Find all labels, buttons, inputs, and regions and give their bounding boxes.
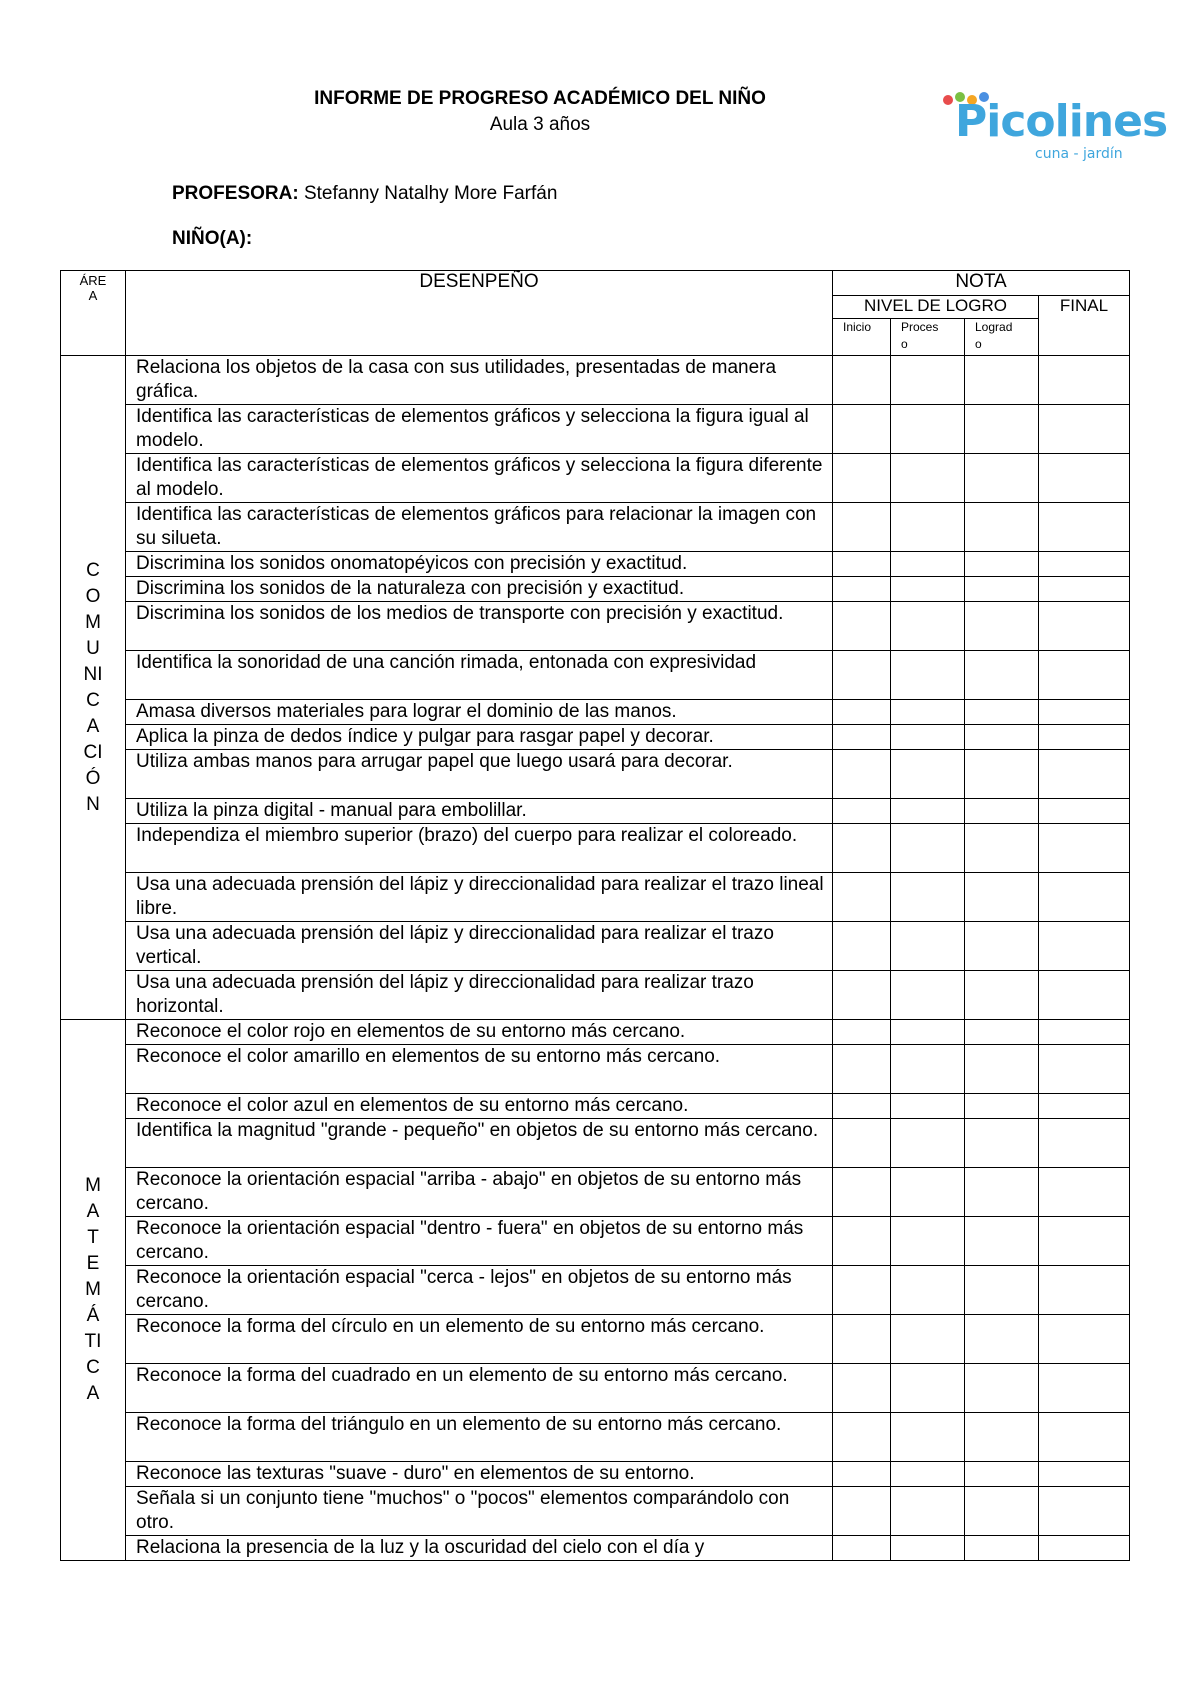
performance-description: Reconoce la orientación espacial "cerca - lejos" en objetos de su entorno más cercano. xyxy=(126,1266,833,1315)
table-row xyxy=(61,552,1130,577)
grade-logrado-cell[interactable] xyxy=(965,1413,1039,1462)
grade-final-cell[interactable] xyxy=(1039,552,1130,577)
logo-brand-text: Picolines xyxy=(955,96,1168,147)
performance-description: Usa una adecuada prensión del lápiz y direccionalidad para realizar el trazo vertical. xyxy=(126,922,833,971)
grade-final-cell[interactable] xyxy=(1039,356,1130,405)
final-header: FINAL xyxy=(1039,296,1130,356)
table-row xyxy=(61,454,1130,503)
performance-description: Identifica las características de elementos gráficos y selecciona la figura diferente al modelo. xyxy=(126,454,833,503)
grade-final-cell[interactable] xyxy=(1039,1364,1130,1413)
grade-final-cell[interactable] xyxy=(1039,1119,1130,1168)
grade-logrado-cell[interactable] xyxy=(965,824,1039,873)
report-title: INFORME DE PROGRESO ACADÉMICO DEL NIÑO xyxy=(314,88,766,109)
performance-description: Reconoce la forma del triángulo en un elemento de su entorno más cercano. xyxy=(126,1413,833,1462)
grade-proceso-cell[interactable] xyxy=(891,725,965,750)
grade-final-cell[interactable] xyxy=(1039,1168,1130,1217)
grade-inicio-cell[interactable] xyxy=(833,750,891,799)
performance-description: Aplica la pinza de dedos índice y pulgar para rasgar papel y decorar. xyxy=(126,725,833,750)
grade-inicio-cell[interactable] xyxy=(833,922,891,971)
grade-logrado-cell[interactable] xyxy=(965,552,1039,577)
grade-proceso-cell[interactable] xyxy=(891,1266,965,1315)
grade-proceso-cell[interactable] xyxy=(891,503,965,552)
area-label-0: COMUNICACIÓN xyxy=(61,356,126,1020)
grade-proceso-cell[interactable] xyxy=(891,356,965,405)
grade-final-cell[interactable] xyxy=(1039,971,1130,1020)
progress-table xyxy=(60,270,1130,1561)
performance-description: Usa una adecuada prensión del lápiz y direccionalidad para realizar trazo horizontal. xyxy=(126,971,833,1020)
grade-inicio-cell[interactable] xyxy=(833,552,891,577)
grade-logrado-cell[interactable] xyxy=(965,1364,1039,1413)
nivel-de-logro-header: NIVEL DE LOGRO xyxy=(833,296,1039,319)
grade-final-cell[interactable] xyxy=(1039,1536,1130,1561)
teacher-line xyxy=(172,183,557,205)
grade-inicio-cell[interactable] xyxy=(833,1217,891,1266)
grade-logrado-cell[interactable] xyxy=(965,1119,1039,1168)
grade-logrado-cell[interactable] xyxy=(965,1266,1039,1315)
grade-inicio-cell[interactable] xyxy=(833,1487,891,1536)
grade-inicio-cell[interactable] xyxy=(833,651,891,700)
grade-inicio-cell[interactable] xyxy=(833,1315,891,1364)
table-row xyxy=(61,1217,1130,1266)
grade-proceso-cell[interactable] xyxy=(891,1045,965,1094)
grade-proceso-cell[interactable] xyxy=(891,971,965,1020)
grade-logrado-cell[interactable] xyxy=(965,1487,1039,1536)
grade-inicio-cell[interactable] xyxy=(833,356,891,405)
grade-proceso-cell[interactable] xyxy=(891,577,965,602)
table-row xyxy=(61,1168,1130,1217)
grade-logrado-cell[interactable] xyxy=(965,1168,1039,1217)
grade-final-cell[interactable] xyxy=(1039,1020,1130,1045)
grade-final-cell[interactable] xyxy=(1039,1045,1130,1094)
performance-description: Identifica las características de elementos gráficos y selecciona la figura igual al modelo. xyxy=(126,405,833,454)
table-row xyxy=(61,1413,1130,1462)
table-row xyxy=(61,651,1130,700)
grade-logrado-cell[interactable] xyxy=(965,1536,1039,1561)
performance-description: Reconoce el color amarillo en elementos de su entorno más cercano. xyxy=(126,1045,833,1094)
table-row xyxy=(61,602,1130,651)
table-row xyxy=(61,1364,1130,1413)
grade-proceso-cell[interactable] xyxy=(891,1487,965,1536)
table-row xyxy=(61,1119,1130,1168)
performance-description: Reconoce la orientación espacial "dentro - fuera" en objetos de su entorno más cercano. xyxy=(126,1217,833,1266)
grade-logrado-cell[interactable] xyxy=(965,799,1039,824)
performance-description: Usa una adecuada prensión del lápiz y direccionalidad para realizar el trazo lineal libre. xyxy=(126,873,833,922)
area-column-header xyxy=(61,271,126,356)
grade-proceso-cell[interactable] xyxy=(891,873,965,922)
level-header-inicio xyxy=(833,319,891,356)
grade-inicio-cell[interactable] xyxy=(833,1168,891,1217)
grade-final-cell[interactable] xyxy=(1039,1315,1130,1364)
grade-final-cell[interactable] xyxy=(1039,922,1130,971)
performance-description: Reconoce la orientación espacial "arriba - abajo" en objetos de su entorno más cercano. xyxy=(126,1168,833,1217)
performance-description: Reconoce la forma del círculo en un elemento de su entorno más cercano. xyxy=(126,1315,833,1364)
teacher-label: PROFESORA: xyxy=(172,183,299,204)
grade-proceso-cell[interactable] xyxy=(891,799,965,824)
grade-final-cell[interactable] xyxy=(1039,1487,1130,1536)
grade-final-cell[interactable] xyxy=(1039,405,1130,454)
grade-logrado-cell[interactable] xyxy=(965,750,1039,799)
grade-final-cell[interactable] xyxy=(1039,1217,1130,1266)
table-row xyxy=(61,503,1130,552)
level-header-proceso xyxy=(891,319,965,356)
table-row xyxy=(61,700,1130,725)
grade-final-cell[interactable] xyxy=(1039,873,1130,922)
performance-description: Relaciona los objetos de la casa con sus utilidades, presentadas de manera gráfica. xyxy=(126,356,833,405)
grade-proceso-cell[interactable] xyxy=(891,552,965,577)
performance-description: Utiliza la pinza digital - manual para embolillar. xyxy=(126,799,833,824)
performance-description: Discrimina los sonidos onomatopéyicos con precisión y exactitud. xyxy=(126,552,833,577)
area-label-1: MATEMÁTICA xyxy=(61,1020,126,1561)
performance-description: Relaciona la presencia de la luz y la oscuridad del cielo con el día y xyxy=(126,1536,833,1561)
grade-final-cell[interactable] xyxy=(1039,700,1130,725)
grade-proceso-cell[interactable] xyxy=(891,1119,965,1168)
grade-logrado-cell[interactable] xyxy=(965,1462,1039,1487)
nota-header: NOTA xyxy=(833,271,1130,296)
grade-final-cell[interactable] xyxy=(1039,651,1130,700)
grade-proceso-cell[interactable] xyxy=(891,1413,965,1462)
grade-proceso-cell[interactable] xyxy=(891,602,965,651)
table-row xyxy=(61,1020,1130,1045)
logo-subtitle: cuna - jardín xyxy=(1035,146,1123,162)
performance-description: Amasa diversos materiales para lograr el dominio de las manos. xyxy=(126,700,833,725)
grade-proceso-cell[interactable] xyxy=(891,1020,965,1045)
grade-proceso-cell[interactable] xyxy=(891,1168,965,1217)
grade-inicio-cell[interactable] xyxy=(833,824,891,873)
teacher-name: Stefanny Natalhy More Farfán xyxy=(303,183,558,204)
grade-proceso-cell[interactable] xyxy=(891,700,965,725)
child-line xyxy=(172,228,252,250)
grade-proceso-cell[interactable] xyxy=(891,750,965,799)
performance-description: Discrimina los sonidos de la naturaleza con precisión y exactitud. xyxy=(126,577,833,602)
grade-final-cell[interactable] xyxy=(1039,1094,1130,1119)
area-header-text: ÁREA xyxy=(79,273,107,303)
performance-description: Reconoce la forma del cuadrado en un elemento de su entorno más cercano. xyxy=(126,1364,833,1413)
performance-description: Señala si un conjunto tiene "muchos" o "pocos" elementos comparándolo con otro. xyxy=(126,1487,833,1536)
grade-logrado-cell[interactable] xyxy=(965,971,1039,1020)
grade-logrado-cell[interactable] xyxy=(965,602,1039,651)
grade-inicio-cell[interactable] xyxy=(833,971,891,1020)
table-row xyxy=(61,971,1130,1020)
grade-logrado-cell[interactable] xyxy=(965,1020,1039,1045)
grade-logrado-cell[interactable] xyxy=(965,725,1039,750)
grade-inicio-cell[interactable] xyxy=(833,577,891,602)
grade-proceso-cell[interactable] xyxy=(891,1217,965,1266)
table-row xyxy=(61,1094,1130,1119)
grade-final-cell[interactable] xyxy=(1039,1413,1130,1462)
table-row xyxy=(61,1315,1130,1364)
grade-inicio-cell[interactable] xyxy=(833,799,891,824)
grade-inicio-cell[interactable] xyxy=(833,1364,891,1413)
grade-logrado-cell[interactable] xyxy=(965,405,1039,454)
grade-inicio-cell[interactable] xyxy=(833,1094,891,1119)
grade-inicio-cell[interactable] xyxy=(833,1020,891,1045)
grade-final-cell[interactable] xyxy=(1039,577,1130,602)
grade-proceso-cell[interactable] xyxy=(891,1536,965,1561)
grade-proceso-cell[interactable] xyxy=(891,922,965,971)
grade-final-cell[interactable] xyxy=(1039,799,1130,824)
grade-final-cell[interactable] xyxy=(1039,750,1130,799)
grade-inicio-cell[interactable] xyxy=(833,700,891,725)
level-label: Proceso xyxy=(901,320,939,351)
grade-inicio-cell[interactable] xyxy=(833,1119,891,1168)
performance-description: Identifica las características de elementos gráficos para relacionar la imagen con su silueta. xyxy=(126,503,833,552)
grade-inicio-cell[interactable] xyxy=(833,602,891,651)
table-row xyxy=(61,1536,1130,1561)
table-row xyxy=(61,405,1130,454)
performance-description: Reconoce el color rojo en elementos de su entorno más cercano. xyxy=(126,1020,833,1045)
grade-inicio-cell[interactable] xyxy=(833,405,891,454)
grade-logrado-cell[interactable] xyxy=(965,651,1039,700)
level-label: Inicio xyxy=(843,320,872,334)
performance-description: Reconoce el color azul en elementos de su entorno más cercano. xyxy=(126,1094,833,1119)
grade-logrado-cell[interactable] xyxy=(965,873,1039,922)
grade-proceso-cell[interactable] xyxy=(891,1315,965,1364)
grade-logrado-cell[interactable] xyxy=(965,1315,1039,1364)
grade-inicio-cell[interactable] xyxy=(833,873,891,922)
grade-proceso-cell[interactable] xyxy=(891,824,965,873)
grade-inicio-cell[interactable] xyxy=(833,454,891,503)
grade-logrado-cell[interactable] xyxy=(965,577,1039,602)
grade-final-cell[interactable] xyxy=(1039,725,1130,750)
performance-description: Reconoce las texturas "suave - duro" en elementos de su entorno. xyxy=(126,1462,833,1487)
grade-logrado-cell[interactable] xyxy=(965,503,1039,552)
table-row xyxy=(61,799,1130,824)
table-row xyxy=(61,1266,1130,1315)
grade-logrado-cell[interactable] xyxy=(965,1217,1039,1266)
grade-logrado-cell[interactable] xyxy=(965,454,1039,503)
grade-inicio-cell[interactable] xyxy=(833,1266,891,1315)
grade-inicio-cell[interactable] xyxy=(833,1045,891,1094)
grade-proceso-cell[interactable] xyxy=(891,405,965,454)
table-row xyxy=(61,577,1130,602)
grade-final-cell[interactable] xyxy=(1039,1462,1130,1487)
performance-description: Utiliza ambas manos para arrugar papel que luego usará para decorar. xyxy=(126,750,833,799)
grade-logrado-cell[interactable] xyxy=(965,1094,1039,1119)
table-row xyxy=(61,1045,1130,1094)
grade-proceso-cell[interactable] xyxy=(891,1462,965,1487)
grade-final-cell[interactable] xyxy=(1039,454,1130,503)
school-logo xyxy=(930,88,1168,168)
child-label: NIÑO(A): xyxy=(172,228,253,249)
grade-final-cell[interactable] xyxy=(1039,503,1130,552)
grade-final-cell[interactable] xyxy=(1039,824,1130,873)
grade-proceso-cell[interactable] xyxy=(891,1094,965,1119)
table-row xyxy=(61,824,1130,873)
grade-inicio-cell[interactable] xyxy=(833,725,891,750)
desempeno-column-header: DESENPEÑO xyxy=(126,271,833,356)
performance-description: Identifica la sonoridad de una canción rimada, entonada con expresividad xyxy=(126,651,833,700)
grade-logrado-cell[interactable] xyxy=(965,922,1039,971)
grade-inicio-cell[interactable] xyxy=(833,1536,891,1561)
table-row xyxy=(61,1462,1130,1487)
grade-inicio-cell[interactable] xyxy=(833,503,891,552)
grade-inicio-cell[interactable] xyxy=(833,1413,891,1462)
table-row xyxy=(61,750,1130,799)
grade-logrado-cell[interactable] xyxy=(965,356,1039,405)
level-label: Logrado xyxy=(975,320,1013,351)
grade-logrado-cell[interactable] xyxy=(965,1045,1039,1094)
level-header-logrado xyxy=(965,319,1039,356)
table-row xyxy=(61,873,1130,922)
grade-final-cell[interactable] xyxy=(1039,602,1130,651)
performance-description: Independiza el miembro superior (brazo) del cuerpo para realizar el coloreado. xyxy=(126,824,833,873)
table-row xyxy=(61,1487,1130,1536)
grade-proceso-cell[interactable] xyxy=(891,1364,965,1413)
table-row xyxy=(61,922,1130,971)
grade-final-cell[interactable] xyxy=(1039,1266,1130,1315)
performance-description: Identifica la magnitud "grande - pequeño" en objetos de su entorno más cercano. xyxy=(126,1119,833,1168)
report-subtitle: Aula 3 años xyxy=(489,114,591,135)
grade-logrado-cell[interactable] xyxy=(965,700,1039,725)
table-row xyxy=(61,725,1130,750)
table-row xyxy=(61,356,1130,405)
grade-inicio-cell[interactable] xyxy=(833,1462,891,1487)
performance-description: Discrimina los sonidos de los medios de transporte con precisión y exactitud. xyxy=(126,602,833,651)
grade-proceso-cell[interactable] xyxy=(891,651,965,700)
grade-proceso-cell[interactable] xyxy=(891,454,965,503)
